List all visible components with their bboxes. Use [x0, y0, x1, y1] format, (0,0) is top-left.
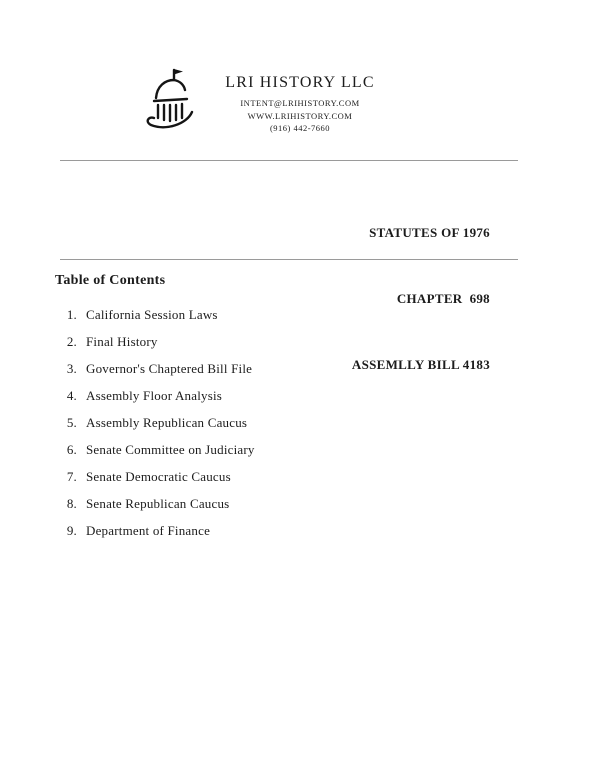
company-name: LRI HISTORY LLC	[225, 74, 375, 91]
toc-item	[55, 496, 255, 512]
website-text: WWW.LRIHISTORY.COM	[247, 110, 353, 121]
toc-item	[55, 523, 255, 539]
toc-item-number: 7.	[66, 469, 77, 484]
divider-bottom	[60, 259, 518, 260]
toc-item-label: Senate Democratic Caucus	[86, 469, 231, 484]
divider-top	[60, 160, 518, 161]
bill-line: ASSEMLLY BILL 4183	[351, 357, 490, 372]
chapter-line: CHAPTER 698	[396, 291, 490, 306]
toc-item-number: 9.	[66, 523, 77, 538]
toc-item	[55, 469, 255, 485]
toc-item-number: 8.	[66, 496, 77, 511]
toc-item-label: Department of Finance	[86, 523, 211, 538]
toc-item	[55, 415, 255, 431]
phone-text: (916) 442-7660	[269, 123, 331, 133]
toc-item-number: 1.	[66, 307, 77, 322]
toc-title: Table of Contents	[55, 273, 166, 288]
email-text: INTENT@LRIHISTORY.COM	[240, 98, 360, 108]
toc-item	[55, 388, 255, 404]
toc-item-label: California Session Laws	[86, 307, 218, 322]
toc-item-number: 2.	[66, 334, 77, 349]
statutes-line: STATUTES OF 1976	[369, 225, 490, 240]
toc-item	[55, 334, 255, 350]
toc-item-label: Governor's Chaptered Bill File	[86, 361, 253, 376]
letterhead	[0, 74, 600, 135]
toc-item-label: Assembly Floor Analysis	[86, 388, 223, 403]
toc-item-number: 3.	[66, 361, 77, 376]
toc-item-label: Final History	[86, 334, 158, 349]
toc-list	[55, 307, 255, 550]
toc-item-label: Senate Republican Caucus	[86, 496, 230, 511]
toc-item	[55, 442, 255, 458]
toc-item-label: Assembly Republican Caucus	[86, 415, 248, 430]
toc-item-number: 4.	[66, 388, 77, 403]
bill-reference-block	[352, 178, 490, 420]
toc-item-number: 5.	[66, 415, 77, 430]
toc-item	[55, 307, 255, 323]
toc-item-number: 6.	[66, 442, 77, 457]
toc-item	[55, 361, 255, 377]
toc-item-label: Senate Committee on Judiciary	[86, 442, 255, 457]
